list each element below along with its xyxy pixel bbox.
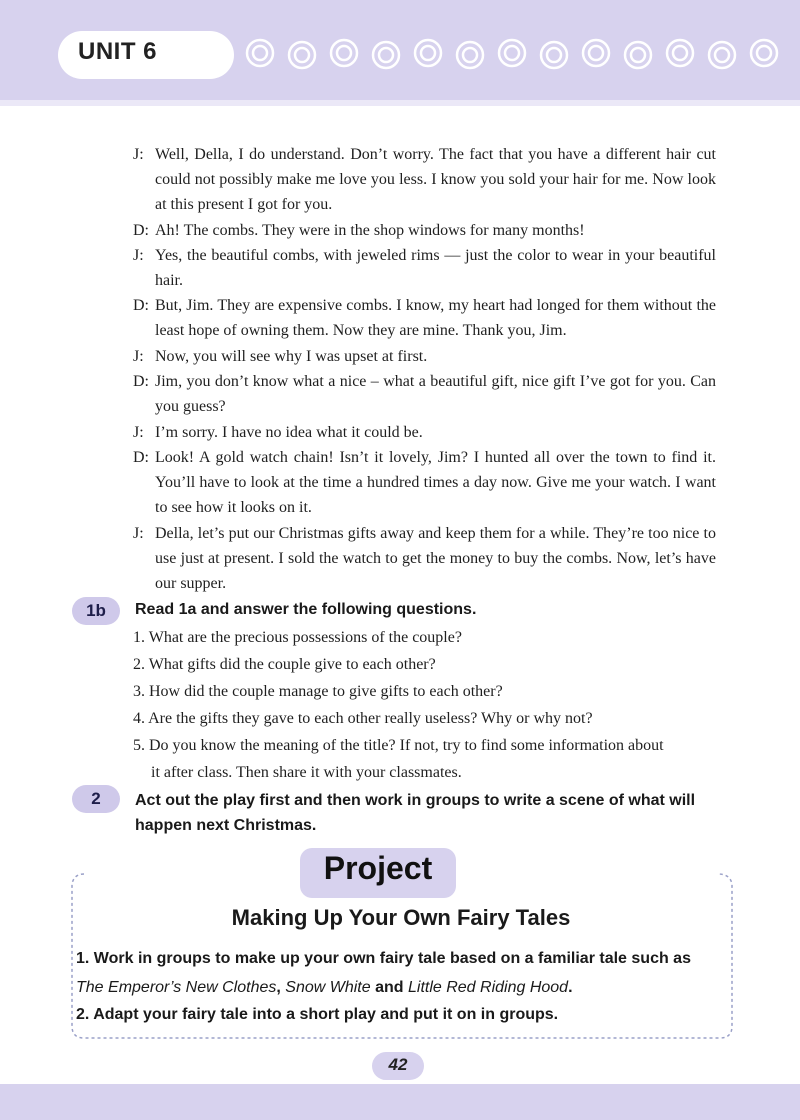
ring-icon: [499, 40, 525, 66]
utterance: I’m sorry. I have no idea what it could be.: [155, 424, 423, 441]
speaker-label: D:: [133, 373, 149, 390]
utterance: Well, Della, I do understand. Don’t worry. The fact that you have a different hair cut could not possibly make me love you less. I know you sold your hair for me. Now look at this present I got for you.: [155, 146, 716, 214]
dialogue-line: [133, 445, 716, 521]
project-item-text: 1. Work in groups to make up your own fairy tale based on a familiar tale such as: [76, 950, 691, 967]
dialogue-line: [133, 142, 716, 218]
dialogue-line: [133, 420, 716, 445]
question-item: 3. How did the couple manage to give gifts to each other?: [133, 683, 503, 700]
exercise-instruction: Act out the play first and then work in groups to write a scene of what will happen next Christmas.: [135, 792, 696, 834]
question-item: [133, 732, 673, 786]
exercise-instruction: Read 1a and answer the following questions.: [135, 601, 477, 618]
speaker-label: J:: [133, 424, 144, 441]
dialogue-line: [133, 344, 716, 369]
ring-icon: [415, 40, 441, 66]
decorative-rings: [240, 33, 800, 75]
utterance: Della, let’s put our Christmas gifts away and keep them for a while. They’re too nice to use just at present. I sold the watch to get the money to buy the combs. Now, let’s have our supper.: [155, 525, 716, 593]
ring-icon: [373, 42, 399, 68]
ring-icon: [751, 40, 777, 66]
speaker-label: D:: [133, 297, 149, 314]
question-item: 1. What are the precious possessions of the couple?: [133, 629, 462, 646]
book-title: Little Red Riding Hood: [407, 979, 569, 996]
utterance: Now, you will see why I was upset at first.: [155, 348, 428, 365]
speaker-label: D:: [133, 222, 149, 239]
footer-band: [0, 1084, 800, 1120]
speaker-label: D:: [133, 449, 149, 466]
dialogue-line: [133, 243, 716, 293]
speaker-label: J:: [133, 525, 144, 542]
utterance: Jim, you don’t know what a nice – what a beautiful gift, nice gift I’ve got for you. Can you guess?: [155, 373, 716, 416]
utterance: Yes, the beautiful combs, with jeweled rims — just the color to wear in your beautiful hair.: [155, 247, 716, 290]
page-number: 42: [388, 1055, 408, 1074]
unit-label: UNIT 6: [78, 38, 158, 65]
ring-icon: [583, 40, 609, 66]
ring-icon: [331, 40, 357, 66]
book-title: Snow White: [285, 979, 371, 996]
utterance: Look! A gold watch chain! Isn’t it lovely, Jim? I hunted all over the town to find it. You’ll have to look at the time a hundred times a day now. Give me your watch. I want to see how it looks on it.: [155, 449, 716, 517]
project-title: Project: [323, 850, 433, 886]
project-subtitle: Making Up Your Own Fairy Tales: [231, 905, 571, 930]
ring-icon: [289, 42, 315, 68]
speaker-label: J:: [133, 348, 144, 365]
dialogue-line: [133, 293, 716, 343]
question-item: 2. What gifts did the couple give to each other?: [133, 656, 436, 673]
dialogue-line: [133, 218, 716, 243]
separator: ,: [276, 979, 286, 996]
ring-icon: [247, 40, 273, 66]
utterance: But, Jim. They are expensive combs. I know, my heart had longed for them without the least hope of owning them. Now they are mine. Thank you, Jim.: [155, 297, 716, 340]
ring-icon: [709, 42, 735, 68]
dialogue-line: [133, 521, 716, 597]
ring-icon: [457, 42, 483, 68]
project-item-1: [76, 944, 716, 1002]
book-title: The Emperor’s New Clothes: [76, 979, 277, 996]
utterance: Ah! The combs. They were in the shop windows for many months!: [155, 222, 585, 239]
exercise-badge: 1b: [72, 597, 120, 625]
separator: and: [370, 979, 408, 996]
speaker-label: J:: [133, 146, 144, 163]
ring-icon: [541, 42, 567, 68]
dialogue-line: [133, 369, 716, 419]
header-band-shadow: [0, 100, 800, 106]
question-text: 5. Do you know the meaning of the title? If not, try to find some information about it after class. Then share it with your classmates.: [133, 737, 664, 781]
exercise-badge: 2: [72, 785, 120, 813]
speaker-label: J:: [133, 247, 144, 264]
project-item-2: 2. Adapt your fairy tale into a short play and put it on in groups.: [76, 1006, 559, 1023]
separator: .: [568, 979, 573, 996]
ring-icon: [667, 40, 693, 66]
question-item: 4. Are the gifts they gave to each other really useless? Why or why not?: [133, 710, 593, 727]
ring-icon: [625, 42, 651, 68]
